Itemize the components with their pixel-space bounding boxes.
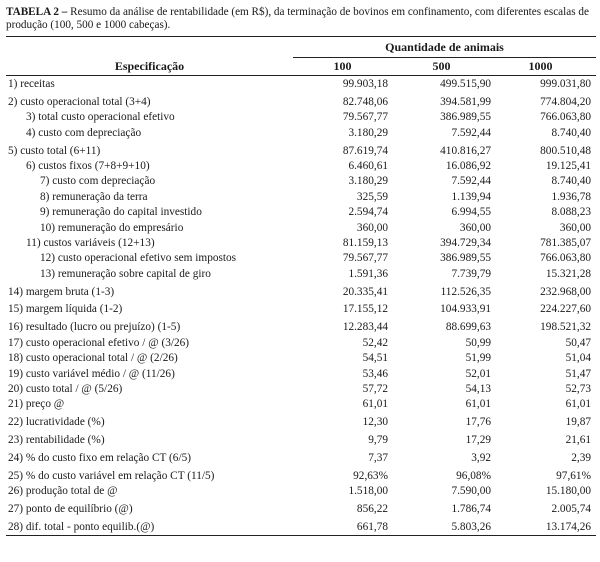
table-row bbox=[6, 382, 596, 397]
value-100: 6.460,61 bbox=[348, 159, 388, 172]
table-row bbox=[6, 415, 596, 430]
caption-text: Resumo da análise de rentabilidade (em R$), da terminação de bovinos em confinamento, com diferentes escalas de produção (100, 500 e 1000 cabeças). bbox=[6, 6, 589, 31]
value-500: 52,01 bbox=[465, 367, 491, 380]
value-500: 112.526,35 bbox=[440, 285, 491, 298]
row-label: 26) produção total de @ bbox=[8, 485, 118, 498]
value-500: 360,00 bbox=[459, 221, 491, 234]
value-500: 1.786,74 bbox=[451, 503, 491, 516]
value-100: 661,78 bbox=[356, 521, 388, 534]
table-row bbox=[6, 433, 596, 448]
value-1000: 51,47 bbox=[565, 367, 591, 380]
value-500: 61,01 bbox=[465, 398, 491, 411]
row-label: 14) margem bruta (1-3) bbox=[8, 285, 115, 298]
row-label: 21) preço @ bbox=[8, 398, 65, 411]
row-label: 11) custos variáveis (12+13) bbox=[26, 236, 155, 249]
table-row bbox=[6, 451, 596, 466]
table-row bbox=[6, 302, 596, 317]
table-row bbox=[6, 221, 596, 236]
table-row bbox=[6, 126, 596, 141]
value-500: 17,29 bbox=[465, 434, 491, 447]
value-1000: 999.031,80 bbox=[540, 78, 591, 90]
row-label: 9) remuneração do capital investido bbox=[40, 206, 202, 219]
table-row bbox=[6, 351, 596, 366]
value-100: 79.567,77 bbox=[342, 252, 388, 265]
value-500: 5.803,26 bbox=[451, 521, 491, 534]
column-group-header bbox=[6, 37, 596, 57]
document-page bbox=[0, 6, 600, 562]
header-rule bbox=[6, 75, 596, 76]
value-500: 50,99 bbox=[465, 336, 491, 349]
caption-label: TABELA 2 – bbox=[6, 6, 68, 18]
row-label: 3) total custo operacional efetivo bbox=[26, 111, 175, 124]
table-row bbox=[6, 397, 596, 412]
column-header-100: 100 bbox=[333, 59, 352, 73]
row-label: 12) custo operacional efetivo sem impostos bbox=[40, 252, 237, 265]
row-label: 16) resultado (lucro ou prejuízo) (1-5) bbox=[8, 321, 181, 334]
row-label: 1) receitas bbox=[8, 78, 55, 90]
value-1000: 19,87 bbox=[565, 416, 591, 429]
spec-column-header: Especificação bbox=[114, 59, 185, 73]
value-1000: 360,00 bbox=[559, 221, 591, 234]
value-100: 20.335,41 bbox=[342, 285, 388, 298]
value-100: 1.591,36 bbox=[348, 267, 388, 280]
value-500: 16.086,92 bbox=[445, 159, 491, 172]
table-row bbox=[6, 285, 596, 300]
value-100: 17.155,12 bbox=[342, 303, 388, 316]
value-1000: 61,01 bbox=[565, 398, 591, 411]
row-label: 25) % do custo variável em relação CT (11/5) bbox=[8, 469, 215, 482]
row-label: 27) ponto de equilíbrio (@) bbox=[8, 503, 133, 516]
row-label: 7) custo com depreciação bbox=[40, 175, 156, 188]
row-label: 24) % do custo fixo em relação CT (6/5) bbox=[8, 451, 192, 464]
value-500: 104.933,91 bbox=[440, 303, 491, 316]
table-body bbox=[6, 77, 596, 535]
value-100: 2.594,74 bbox=[348, 206, 388, 219]
value-1000: 50,47 bbox=[565, 336, 591, 349]
table-row bbox=[6, 190, 596, 205]
value-500: 394.729,34 bbox=[440, 236, 491, 249]
value-1000: 15.321,28 bbox=[545, 267, 591, 280]
value-100: 9,79 bbox=[368, 434, 388, 447]
value-100: 57,72 bbox=[362, 382, 388, 395]
row-label: 4) custo com depreciação bbox=[26, 126, 142, 139]
value-1000: 766.063,80 bbox=[540, 252, 591, 265]
value-1000: 8.088,23 bbox=[551, 206, 591, 219]
value-500: 7.739,79 bbox=[451, 267, 491, 280]
value-100: 79.567,77 bbox=[342, 111, 388, 124]
value-1000: 781.385,07 bbox=[540, 236, 591, 249]
table-row bbox=[6, 484, 596, 499]
column-header-1000: 1000 bbox=[528, 59, 553, 73]
table-row bbox=[6, 205, 596, 220]
value-100: 53,46 bbox=[362, 367, 388, 380]
table-row bbox=[6, 469, 596, 484]
table-caption bbox=[6, 6, 596, 32]
value-1000: 97,61% bbox=[556, 469, 591, 482]
table-row bbox=[6, 110, 596, 125]
row-label: 15) margem líquida (1-2) bbox=[8, 303, 123, 316]
value-500: 17,76 bbox=[465, 416, 491, 429]
value-100: 52,42 bbox=[362, 336, 388, 349]
bottom-rule bbox=[6, 535, 596, 536]
value-1000: 21,61 bbox=[565, 434, 591, 447]
table-row bbox=[6, 174, 596, 189]
value-1000: 232.968,00 bbox=[540, 285, 591, 298]
row-label: 22) lucratividade (%) bbox=[8, 416, 105, 429]
table-row bbox=[6, 336, 596, 351]
value-1000: 2.005,74 bbox=[551, 503, 591, 516]
value-100: 12,30 bbox=[362, 416, 388, 429]
value-1000: 198.521,32 bbox=[540, 321, 591, 334]
value-1000: 224.227,60 bbox=[540, 303, 591, 316]
value-500: 1.139,94 bbox=[451, 190, 491, 203]
value-500: 386.989,55 bbox=[440, 111, 491, 124]
value-1000: 15.180,00 bbox=[545, 485, 591, 498]
table-row bbox=[6, 144, 596, 159]
value-1000: 800.510,48 bbox=[540, 144, 591, 157]
value-100: 360,00 bbox=[356, 221, 388, 234]
value-500: 499.515,90 bbox=[440, 78, 491, 90]
value-100: 54,51 bbox=[362, 352, 388, 365]
value-1000: 13.174,26 bbox=[545, 521, 591, 534]
value-100: 12.283,44 bbox=[342, 321, 388, 334]
value-100: 92,63% bbox=[353, 469, 388, 482]
value-500: 386.989,55 bbox=[440, 252, 491, 265]
value-1000: 2,39 bbox=[571, 451, 591, 464]
row-label: 2) custo operacional total (3+4) bbox=[8, 95, 151, 108]
table-row bbox=[6, 367, 596, 382]
value-100: 3.180,29 bbox=[348, 126, 388, 139]
table-row bbox=[6, 320, 596, 335]
table-row bbox=[6, 159, 596, 174]
value-500: 54,13 bbox=[465, 382, 491, 395]
value-500: 394.581,99 bbox=[440, 95, 491, 108]
value-500: 410.816,27 bbox=[440, 144, 491, 157]
value-1000: 51,04 bbox=[565, 352, 591, 365]
value-500: 51,99 bbox=[465, 352, 491, 365]
value-100: 1.518,00 bbox=[348, 485, 388, 498]
value-1000: 766.063,80 bbox=[540, 111, 591, 124]
row-label: 8) remuneração da terra bbox=[40, 190, 148, 203]
table-row bbox=[6, 267, 596, 282]
value-100: 3.180,29 bbox=[348, 175, 388, 188]
value-100: 99.903,18 bbox=[342, 78, 388, 90]
table-row bbox=[6, 502, 596, 517]
value-500: 88.699,63 bbox=[445, 321, 491, 334]
column-header-500: 500 bbox=[432, 59, 451, 73]
row-label: 28) dif. total - ponto equilib.(@) bbox=[8, 521, 155, 534]
value-500: 7.590,00 bbox=[451, 485, 491, 498]
value-500: 7.592,44 bbox=[451, 126, 491, 139]
value-100: 7,37 bbox=[368, 451, 388, 464]
row-label: 13) remuneração sobre capital de giro bbox=[40, 267, 211, 280]
value-1000: 8.740,40 bbox=[551, 126, 591, 139]
row-label: 19) custo variável médio / @ (11/26) bbox=[8, 367, 175, 380]
row-label: 6) custos fixos (7+8+9+10) bbox=[26, 159, 150, 172]
value-1000: 774.804,20 bbox=[540, 95, 591, 108]
value-1000: 1.936,78 bbox=[551, 190, 591, 203]
value-100: 82.748,06 bbox=[342, 95, 388, 108]
row-label: 10) remuneração do empresário bbox=[40, 221, 184, 234]
value-1000: 52,73 bbox=[565, 382, 591, 395]
column-header-row bbox=[6, 58, 596, 75]
value-1000: 19.125,41 bbox=[545, 159, 591, 172]
value-500: 3,92 bbox=[471, 451, 491, 464]
table-row bbox=[6, 77, 596, 92]
value-100: 325,59 bbox=[356, 190, 388, 203]
value-100: 87.619,74 bbox=[342, 144, 388, 157]
row-label: 18) custo operacional total / @ (2/26) bbox=[8, 352, 178, 365]
value-100: 61,01 bbox=[362, 398, 388, 411]
value-1000: 8.740,40 bbox=[551, 175, 591, 188]
value-500: 96,08% bbox=[456, 469, 491, 482]
table-row bbox=[6, 251, 596, 266]
value-500: 6.994,55 bbox=[451, 206, 491, 219]
value-500: 7.592,44 bbox=[451, 175, 491, 188]
row-label: 17) custo operacional efetivo / @ (3/26) bbox=[8, 336, 190, 349]
value-100: 81.159,13 bbox=[342, 236, 388, 249]
group-title: Quantidade de animais bbox=[385, 40, 504, 54]
table-row bbox=[6, 95, 596, 110]
table-row bbox=[6, 520, 596, 535]
row-label: 20) custo total / @ (5/26) bbox=[8, 382, 123, 395]
value-100: 856,22 bbox=[356, 503, 388, 516]
row-label: 23) rentabilidade (%) bbox=[8, 434, 105, 447]
row-label: 5) custo total (6+11) bbox=[8, 144, 101, 157]
table-row bbox=[6, 236, 596, 251]
